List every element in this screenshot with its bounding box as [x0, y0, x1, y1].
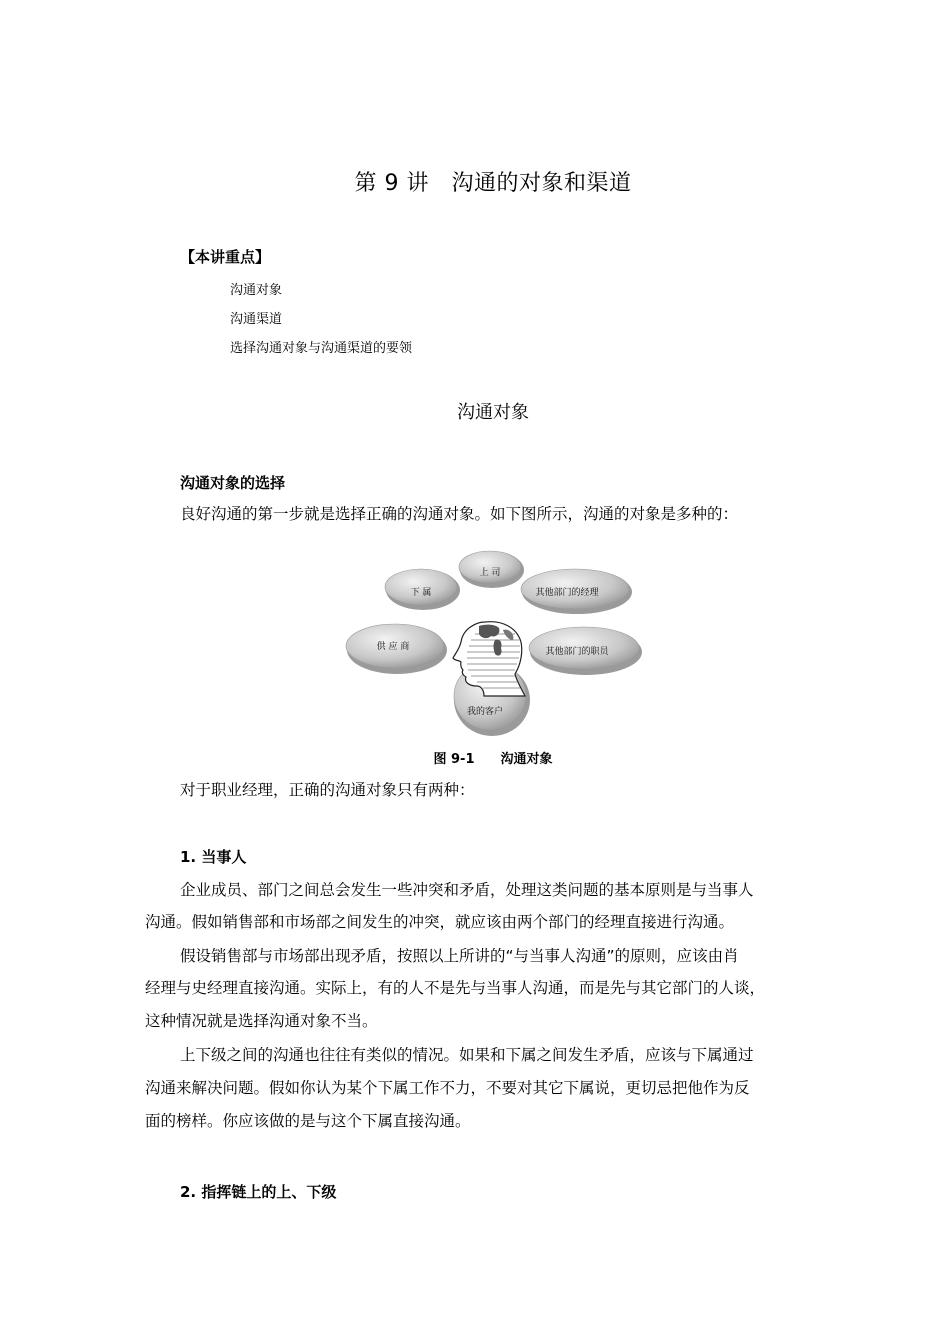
supplier-ellipse — [346, 624, 447, 674]
intro-paragraph: 良好沟通的第一步就是选择正确的沟通对象。如下图所示，沟通的对象是多种的： — [180, 505, 739, 523]
after-figure-paragraph: 对于职业经理，正确的沟通对象只有两种： — [180, 781, 475, 799]
paragraph-line: 面的榜样。你应该做的是与这个下属直接沟通。 — [145, 1112, 471, 1130]
section-title: 沟通对象 — [457, 402, 529, 423]
other-staff-ellipse — [529, 627, 642, 675]
point2-heading: 2. 指挥链上的上、下级 — [180, 1183, 337, 1201]
supplier-label: 供 应 商 — [376, 642, 410, 652]
superior-label: 上 司 — [479, 568, 501, 578]
figure-caption: 图 9-1 沟通对象 — [433, 752, 553, 767]
paragraph-line: 沟通。假如销售部和市场部之间发生的冲突，就应该由两个部门的经理直接进行沟通。 — [145, 913, 735, 931]
point1-heading: 1. 当事人 — [180, 848, 247, 866]
other-staff-label: 其他部门的职员 — [545, 647, 609, 657]
communication-targets-diagram — [335, 540, 645, 740]
paragraph-line: 经理与史经理直接沟通。实际上，有的人不是先与当事人沟通，而是先与其它部门的人谈， — [145, 979, 766, 997]
subordinate-ellipse — [385, 569, 460, 610]
superior-ellipse — [459, 551, 524, 588]
key-point-item: 选择沟通对象与沟通渠道的要领 — [230, 341, 413, 356]
our-customer-label: 我的客户 — [466, 707, 504, 717]
paragraph-line: 假设销售部与市场部出现矛盾，按照以上所讲的“与当事人沟通”的原则，应该由肖 — [180, 947, 739, 965]
other-managers-label: 其他部门的经理 — [535, 588, 599, 598]
key-point-item: 沟通对象 — [230, 283, 283, 298]
paragraph-line: 企业成员、部门之间总会发生一些冲突和矛盾，处理这类问题的基本原则是与当事人 — [180, 881, 754, 899]
paragraph-line: 这种情况就是选择沟通对象不当。 — [145, 1012, 378, 1030]
key-point-item: 沟通渠道 — [230, 312, 283, 327]
subsection-heading: 沟通对象的选择 — [180, 474, 286, 492]
subordinate-label: 下 属 — [410, 588, 432, 598]
other-managers-ellipse — [521, 569, 632, 614]
paragraph-line: 沟通来解决问题。假如你认为某个下属工作不力，不要对其它下属说，更切忌把他作为反 — [145, 1079, 750, 1097]
page-title: 第 9 讲 沟通的对象和渠道 — [354, 171, 632, 196]
paragraph-line: 上下级之间的沟通也往往有类似的情况。如果和下属之间发生矛盾，应该与下属通过 — [180, 1046, 754, 1064]
key-points-heading: 【本讲重点】 — [180, 248, 271, 266]
